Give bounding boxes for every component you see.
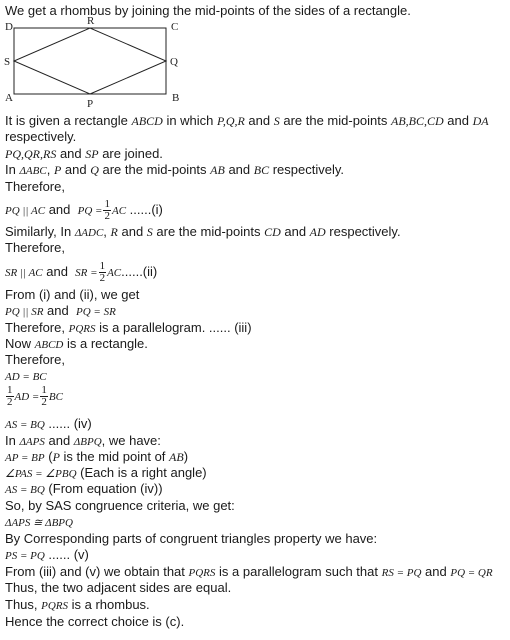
- line-rhombus: Thus, PQRS is a rhombus.: [5, 597, 150, 612]
- label-c: C: [171, 21, 179, 33]
- line-angle: ∠PAS = ∠PBQ (Each is a right angle): [5, 465, 207, 480]
- equation-ii: SR || AC and SR = $\frac{1}{2}$ AC......(ii): [5, 260, 158, 284]
- label-a: A: [5, 92, 13, 104]
- line-respectively: respectively.: [5, 129, 77, 144]
- line-in-abc: In ΔABC, P and Q are the mid-points AB and BC respectively.: [5, 162, 344, 177]
- line-adjacent: Thus, the two adjacent sides are equal.: [5, 580, 232, 595]
- line-therefore-3: Therefore,: [5, 352, 65, 367]
- line-sas: So, by SAS congruence criteria, we get:: [5, 498, 235, 513]
- equation-i: PQ || AC and PQ = $\frac{1}{2}$ AC ......(i): [5, 198, 163, 222]
- line-parallelogram-iii: Therefore, PQRS is a parallelogram. ...... (iii): [5, 320, 252, 335]
- equation-iv: AS = BQ ...... (iv): [5, 416, 92, 431]
- line-pq-sr: PQ || SR and PQ = SR: [5, 303, 116, 318]
- line-as-bq: AS = BQ (From equation (iv)): [5, 481, 163, 496]
- label-d: D: [5, 21, 13, 33]
- equation-half-ad: $\frac{1}{2}$ AD = $\frac{1}{2}$ BC: [7, 384, 63, 408]
- line-in-aps-bpq: In ΔAPS and ΔBPQ, we have:: [5, 433, 161, 448]
- label-q: Q: [170, 56, 178, 68]
- line-congruent: ΔAPS ≅ ΔBPQ: [5, 517, 73, 529]
- line-cpct: By Corresponding parts of congruent triangles property we have:: [5, 531, 378, 546]
- line-from-iii-v: From (iii) and (v) we obtain that PQRS is a parallelogram such that RS = PQ and PQ = QR: [5, 564, 493, 579]
- line-from-i-ii: From (i) and (ii), we get: [5, 287, 140, 302]
- equation-ad-bc: AD = BC: [5, 371, 47, 383]
- line-answer: Hence the correct choice is (c).: [5, 614, 185, 629]
- rhombus-pqrs: [14, 28, 166, 94]
- header-text: We get a rhombus by joining the mid-points of the sides of a rectangle.: [5, 3, 411, 18]
- label-p: P: [87, 98, 94, 109]
- line-given: It is given a rectangle ABCD in which P,Q,R and S are the mid-points AB,BC,CD and DA: [5, 113, 489, 128]
- equation-v: PS = PQ ...... (v): [5, 547, 89, 562]
- label-s: S: [4, 56, 11, 68]
- line-therefore-1: Therefore,: [5, 179, 65, 194]
- line-similarly: Similarly, In ΔADC, R and S are the mid-points CD and AD respectively.: [5, 224, 401, 239]
- line-ap-bp: AP = BP (P is the mid point of AB): [5, 449, 189, 464]
- line-now-rectangle: Now ABCD is a rectangle.: [5, 336, 148, 351]
- label-r: R: [87, 15, 95, 27]
- rectangle-abcd: [14, 28, 166, 94]
- line-joined: PQ,QR,RS and SP are joined.: [5, 146, 163, 161]
- label-b: B: [172, 92, 180, 104]
- line-therefore-2: Therefore,: [5, 240, 65, 255]
- rectangle-rhombus-figure: [0, 14, 200, 109]
